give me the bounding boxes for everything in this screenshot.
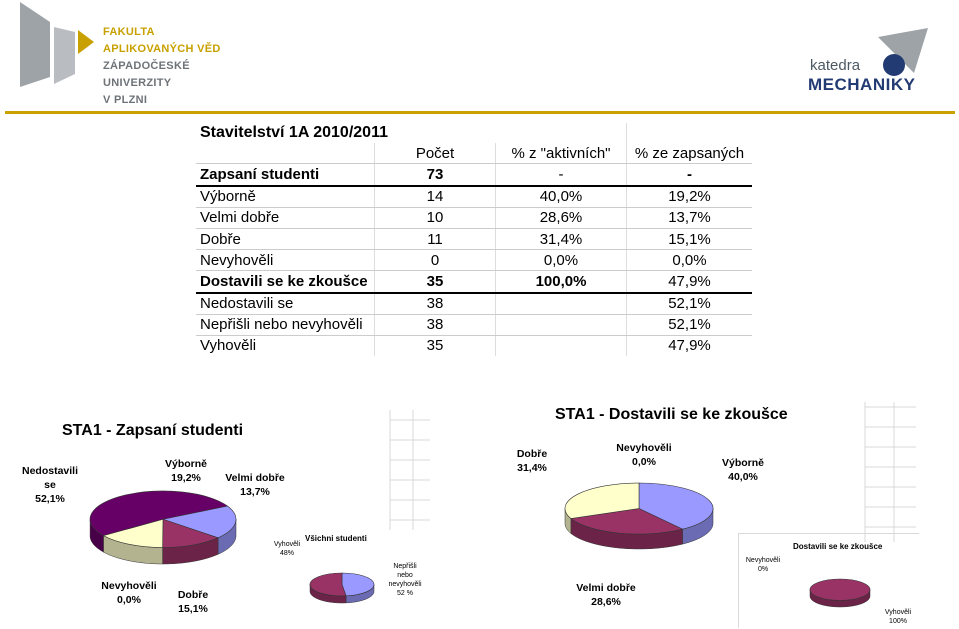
table-row xyxy=(196,293,752,315)
table-title: Stavitelství 1A 2010/2011 xyxy=(200,124,388,142)
table-row xyxy=(196,335,752,356)
department-label: katedra xyxy=(810,57,861,74)
slice-label: Velmi dobře 28,6% xyxy=(576,582,636,608)
table-row xyxy=(196,314,752,335)
faculty-name-line4: UNIVERZITY xyxy=(103,77,172,89)
pie-chart-attended xyxy=(563,482,715,550)
pie-slice-vyhověli xyxy=(810,579,870,600)
row-label: Zapsaní studenti xyxy=(196,164,375,186)
table-row xyxy=(196,207,752,228)
row-label: Dostavili se ke zkoušce xyxy=(196,271,375,293)
row-count: 35 xyxy=(375,271,496,293)
pie-chart-attended-small xyxy=(808,578,872,608)
table-header-row xyxy=(196,143,752,164)
row-pct-enrolled: 47,9% xyxy=(668,337,711,355)
statistics-table xyxy=(196,123,752,356)
slice-label: Vyhověli 48% xyxy=(273,541,301,557)
gridlines-left xyxy=(385,410,430,530)
slice-label: Velmi dobře 13,7% xyxy=(225,472,285,498)
row-pct-enrolled: 19,2% xyxy=(627,186,753,208)
faculty-name-line2: APLIKOVANÝCH VĚD xyxy=(103,43,221,55)
row-pct-enrolled: 0,0% xyxy=(627,250,753,271)
row-pct-active: 40,0% xyxy=(496,186,627,208)
table-row xyxy=(196,271,752,293)
row-count: 0 xyxy=(375,250,496,271)
slice-label: Nevyhověli 0,0% xyxy=(101,580,157,606)
faculty-name-line3: ZÁPADOČESKÉ xyxy=(103,60,190,72)
row-count: 35 xyxy=(375,335,496,356)
header-cell: % ze zapsaných xyxy=(627,143,753,164)
slice-label: Nevyhověli 0% xyxy=(745,557,781,573)
row-label: Nepřišli nebo nevyhověli xyxy=(196,314,375,335)
row-pct-active: 31,4% xyxy=(496,228,627,249)
faculty-name-line1: FAKULTA xyxy=(103,26,155,38)
row-pct-enrolled: 13,7% xyxy=(627,207,753,228)
row-count: 11 xyxy=(375,228,496,249)
chart-title: STA1 - Dostavili se ke zkoušce xyxy=(555,406,788,423)
row-pct-active xyxy=(496,293,627,315)
table-row xyxy=(196,186,752,208)
row-pct-enrolled: 47,9% xyxy=(627,271,753,293)
header-cell: % z "aktivních" xyxy=(496,143,627,164)
row-pct-active: 28,6% xyxy=(496,207,627,228)
department-name: MECHANIKY xyxy=(808,75,916,94)
row-pct-active: 100,0% xyxy=(496,271,627,293)
header-cell xyxy=(196,143,375,164)
row-pct-enrolled: 52,1% xyxy=(627,293,753,315)
slice-label: Nedostavili se 52,1% xyxy=(21,465,79,505)
table-row xyxy=(196,228,752,249)
row-pct-enrolled: 15,1% xyxy=(627,228,753,249)
row-label: Vyhověli xyxy=(196,335,375,356)
faculty-name-line5: V PLZNI xyxy=(103,94,148,106)
pie-chart-all-students xyxy=(308,572,376,604)
row-label: Nevyhověli xyxy=(196,250,375,271)
row-pct-enrolled: - xyxy=(627,164,753,186)
pie-chart-enrolled xyxy=(88,490,238,565)
row-count: 10 xyxy=(375,207,496,228)
slice-label: Výborně 19,2% xyxy=(164,458,207,484)
row-pct-active: 0,0% xyxy=(496,250,627,271)
row-label: Velmi dobře xyxy=(196,207,375,228)
row-pct-active xyxy=(496,314,627,335)
row-count: 14 xyxy=(375,186,496,208)
slice-label: Vyhověli 100% xyxy=(884,609,912,625)
header-cell: Počet xyxy=(375,143,496,164)
table-title-row xyxy=(196,123,752,143)
chart-title: STA1 - Zapsaní studenti xyxy=(62,422,244,439)
row-label: Dobře xyxy=(196,228,375,249)
slice-label: Nepřišli nebo nevyhověli 52 % xyxy=(388,563,422,597)
row-count: 38 xyxy=(375,293,496,315)
row-pct-enrolled: 52,1% xyxy=(627,314,753,335)
slice-label: Výborně 40,0% xyxy=(721,457,764,483)
row-pct-active xyxy=(496,335,627,356)
chart-title: Dostavili se ke zkoušce xyxy=(793,542,883,551)
slice-label: Dobře 15,1% xyxy=(177,589,209,615)
table-row xyxy=(196,164,752,186)
table-row xyxy=(196,250,752,271)
chart-title: Všichni studenti xyxy=(305,534,367,543)
row-label: Nedostavili se xyxy=(196,293,375,315)
slice-label: Nevyhověli 0,0% xyxy=(616,442,672,468)
slice-label: Dobře 31,4% xyxy=(516,448,548,474)
header-divider xyxy=(5,111,955,114)
gridlines-right xyxy=(860,402,916,542)
row-pct-active: - xyxy=(496,164,627,186)
row-count: 38 xyxy=(375,314,496,335)
row-count: 73 xyxy=(375,164,496,186)
row-label: Výborně xyxy=(196,186,375,208)
